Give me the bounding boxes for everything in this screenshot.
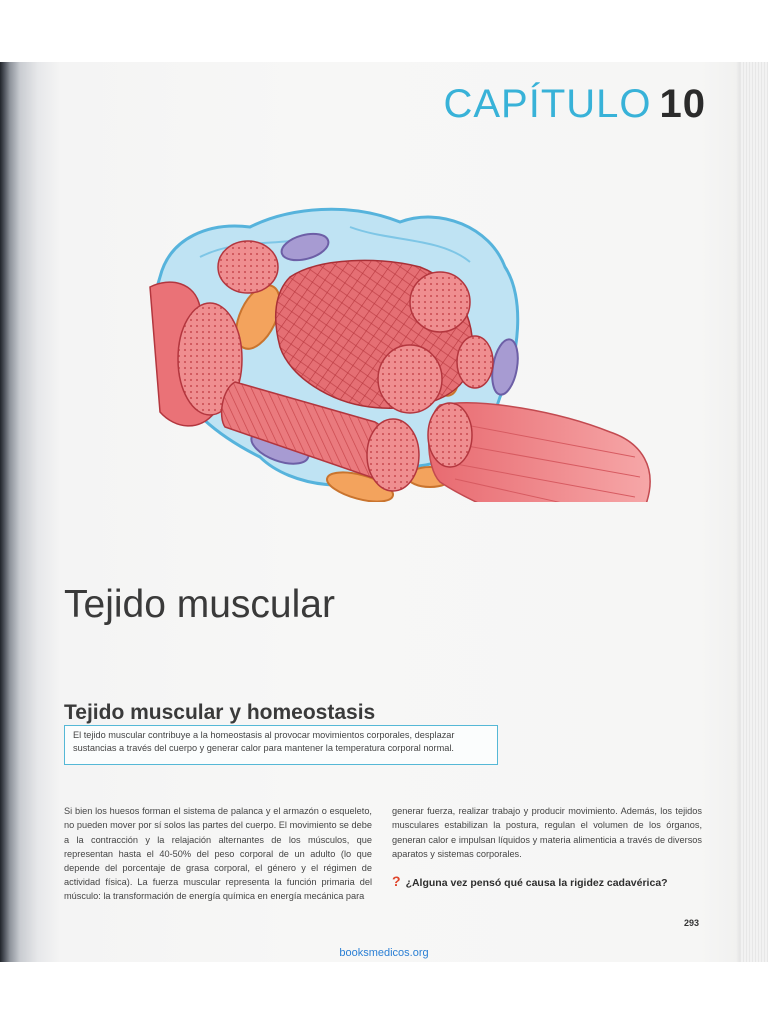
page-number: 293: [684, 918, 700, 928]
section-title: Tejido muscular y homeostasis: [64, 701, 376, 725]
book-page: [0, 62, 768, 962]
scan-bottom-margin: [0, 962, 768, 1024]
chapter-word: CAPÍTULO: [443, 82, 652, 126]
muscle-fiber-illustration: [140, 167, 685, 502]
fiber-end: [367, 419, 419, 491]
chapter-number: 10: [659, 82, 706, 126]
footer-watermark-link[interactable]: booksmedicos.org: [339, 947, 429, 959]
summary-callout: El tejido muscular contribuye a la homeostasis al provocar movimientos corporales, desplazar sustancias a través del cuerpo y generar calor para mantener la temperatura corporal normal.: [64, 725, 498, 765]
chapter-title: Tejido muscular: [64, 583, 335, 627]
page-edge: [740, 62, 768, 962]
fiber-end: [410, 272, 470, 332]
fiber-end: [218, 241, 278, 293]
fiber-end: [457, 336, 493, 388]
fiber-end: [378, 345, 442, 413]
question-mark-icon: ?: [392, 873, 401, 889]
question-prompt: [392, 873, 668, 889]
chapter-heading: [443, 82, 706, 127]
scan-top-margin: [0, 0, 768, 62]
body-text-right: generar fuerza, realizar trabajo y producir movimiento. Además, los tejidos musculares estabilizan la postura, regulan el volumen de los órganos, generan calor e impulsan líquidos y materia alimenticia a través de diversos aparatos y sistemas corporales.: [392, 806, 702, 859]
body-text-left: Si bien los huesos forman el sistema de palanca y el armazón o esqueleto, no pueden mover por sí solos las partes del cuerpo. El movimiento se debe a la contracción y la relajación alternantes de los músculos, que representan hasta el 40-50% del peso corporal de un adulto (lo que depende del porcentaje de grasa corporal, el género y el régimen de actividad física). La fuerza muscular representa la función primaria del músculo: la transformación de energía química en energía mecánica para: [64, 806, 372, 902]
fiber-end: [428, 403, 472, 467]
question-text: ¿Alguna vez pensó qué causa la rigidez cadavérica?: [405, 877, 668, 889]
